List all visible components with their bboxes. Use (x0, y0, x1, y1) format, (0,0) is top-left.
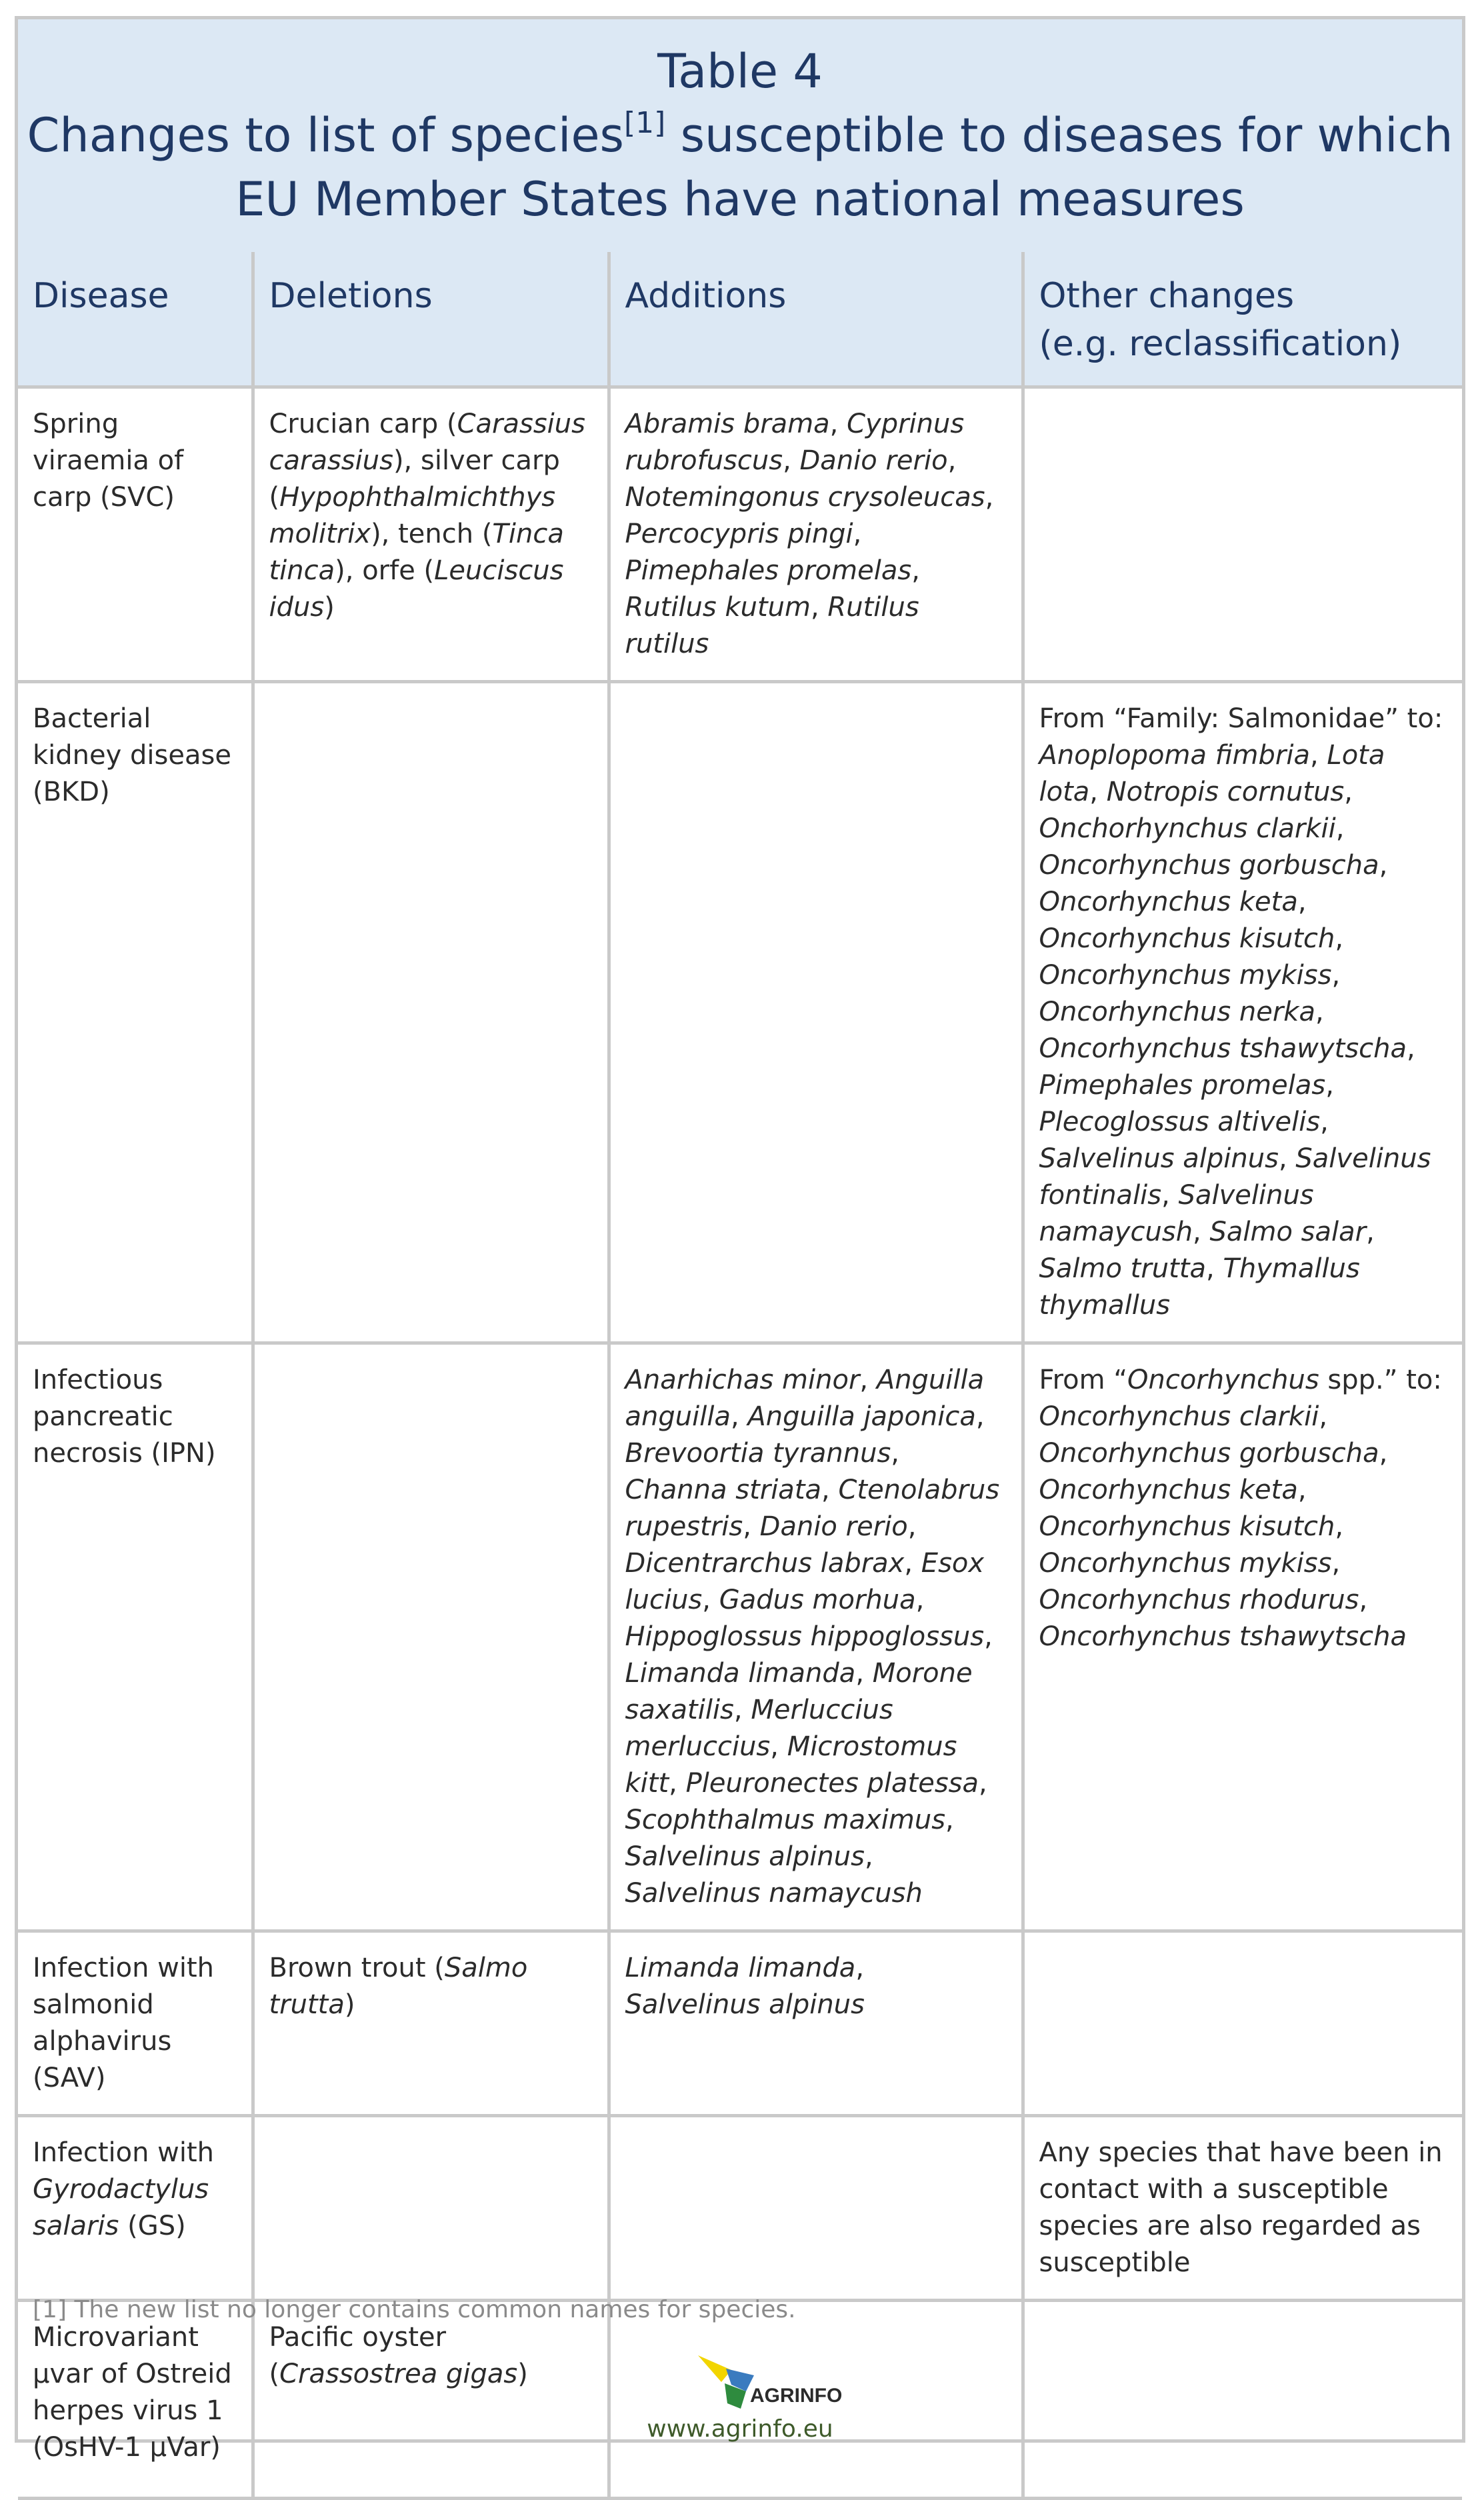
cell-additions (609, 1343, 1023, 1931)
cell-text: From “Family: Salmonidae” to: (1039, 703, 1443, 734)
agrinfo-logo-icon (685, 2350, 843, 2410)
cell-text: , (859, 1365, 877, 1395)
cell-disease: Spring viraemia of carp (SVC) (18, 387, 253, 682)
footnote-ref: [1] (624, 106, 666, 140)
species-name: Hippoglossus hippoglossus (625, 1621, 985, 1652)
cell-disease: Infection with salmonid alphavirus (SAV) (18, 1931, 253, 2116)
species-name: Gadus morhua (719, 1585, 916, 1615)
species-name: Notropis cornutus (1106, 777, 1345, 807)
species-name: Brevoortia tyrannus (625, 1438, 891, 1469)
species-name: Anguilla anguilla (625, 1365, 985, 1432)
title-line-1: Table 4 (657, 44, 823, 99)
cell-text: Crucian carp ( (269, 409, 457, 439)
cell-text: ), orfe ( (335, 555, 435, 586)
cell-other-changes (1023, 387, 1462, 682)
species-name: Oncorhynchus gorbuscha (1039, 1438, 1379, 1469)
species-name: Pimephales promelas (1039, 1070, 1326, 1101)
species-name: Channa striata (625, 1475, 822, 1505)
cell-text: , (911, 555, 920, 586)
cell-text: spp.” to: (1319, 1365, 1442, 1395)
species-name: Limanda limanda (625, 1658, 856, 1689)
cell-additions (609, 387, 1023, 682)
cell-deletions (253, 1931, 609, 2116)
species-name: Plecoglossus altivelis (1039, 1107, 1321, 1137)
cell-other-changes (1023, 2116, 1462, 2301)
cell-text: , (1359, 1585, 1368, 1615)
cell-text: , (1407, 1033, 1415, 1064)
table-row (18, 387, 1462, 682)
cell-other-changes (1023, 1931, 1462, 2116)
species-name: Scophthalmus maximus (625, 1805, 946, 1835)
cell-text: , (1366, 1217, 1375, 1247)
species-name: Salvelinus alpinus (625, 1841, 865, 1872)
cell-text: Any species that have been in contact with a susceptible species are also regarded as susceptible (1039, 2137, 1443, 2278)
cell-deletions (253, 1343, 609, 1931)
cell-text: , (1319, 1401, 1328, 1432)
species-name: Esox lucius (625, 1548, 985, 1615)
cell-text: , (855, 1953, 865, 1983)
cell-additions (609, 682, 1023, 1343)
cell-text: , (1331, 1548, 1341, 1579)
species-name: Morone saxatilis (625, 1658, 973, 1725)
cell-text: ), tench ( (371, 519, 493, 549)
table-header-row (18, 252, 1462, 387)
cell-other-changes (1023, 1343, 1462, 1931)
cell-text: , (730, 1401, 748, 1432)
cell-text: , (1309, 740, 1327, 771)
col-header-other-changes (1023, 252, 1462, 387)
cell-text: , (907, 1511, 917, 1542)
species-name: Danio rerio (799, 445, 948, 476)
species-name: Oncorhynchus keta (1039, 1475, 1298, 1505)
col-header-deletions: Deletions (253, 252, 609, 387)
cell-text: , (891, 1438, 900, 1469)
col-header-additions: Additions (609, 252, 1023, 387)
title-line-2-rest: susceptible to diseases for which (665, 108, 1453, 163)
cell-text: , (810, 592, 828, 623)
cell-additions (609, 1931, 1023, 2116)
cell-text: , (1297, 887, 1307, 917)
species-name: Thymallus thymallus (1039, 1253, 1360, 1321)
cell-text: , (1335, 923, 1344, 954)
species-name: Salmo trutta (269, 1953, 528, 2020)
cell-text: , (733, 1695, 751, 1725)
species-name: Salvelinus alpinus (625, 1989, 865, 2020)
cell-text: Pacific oyster ( (269, 2322, 447, 2389)
cell-text: , (1278, 1143, 1296, 1174)
cell-text: , (1335, 1511, 1344, 1542)
cell-text: Infection with (33, 2137, 215, 2168)
col-header-disease: Disease (18, 252, 253, 387)
species-name: Anarhichas minor (625, 1365, 860, 1395)
species-name: Salmo trutta (1039, 1253, 1207, 1284)
cell-deletions (253, 682, 609, 1343)
species-name: Dicentrarchus labrax (625, 1548, 905, 1579)
cell-text: , (1320, 1107, 1329, 1137)
cell-text: ) (324, 592, 335, 623)
species-name: Rutilus rutilus (625, 592, 919, 659)
title-line-2-text: Changes to list of species (27, 108, 624, 163)
species-name: Oncorhynchus kisutch (1039, 923, 1335, 954)
species-name: Oncorhynchus tshawytscha (1039, 1033, 1407, 1064)
species-name: Leuciscus idus (269, 555, 564, 623)
logo-text: AGRINFO (750, 2385, 843, 2407)
cell-text: , (1331, 960, 1341, 991)
title-line-2 (18, 103, 1462, 167)
species-name: Oncorhynchus kisutch (1039, 1511, 1335, 1542)
species-name: Microstomus kitt (625, 1731, 957, 1799)
cell-text: , (770, 1731, 787, 1762)
cell-text: , (1379, 850, 1388, 881)
cell-text: , (1379, 1438, 1388, 1469)
cell-text: , (985, 482, 994, 513)
cell-text: , (829, 409, 847, 439)
cell-text: (GS) (119, 2211, 186, 2241)
species-name: Tinca tinca (269, 519, 564, 586)
cell-text: , (904, 1548, 921, 1579)
species-name: Oncorhynchus keta (1039, 887, 1298, 917)
table-title (18, 19, 1462, 255)
species-name: Oncorhynchus rhodurus (1039, 1585, 1359, 1615)
species-name: Oncorhynchus (1127, 1365, 1319, 1395)
species-name: Carassius carassius (269, 409, 585, 476)
cell-text: , (975, 1401, 985, 1432)
cell-text: , (821, 1475, 839, 1505)
species-name: Salvelinus alpinus (1039, 1143, 1279, 1174)
cell-text: , (783, 445, 800, 476)
cell-text: , (1193, 1217, 1210, 1247)
species-name: Pimephales promelas (625, 555, 912, 586)
cell-text: , (1335, 813, 1345, 844)
table-row (18, 1931, 1462, 2116)
cell-text: , (1325, 1070, 1334, 1101)
table-row (18, 2116, 1462, 2301)
species-name: Onchorhynchus clarkii (1039, 813, 1336, 844)
cell-text: , (855, 1658, 873, 1689)
cell-text: , (1206, 1253, 1223, 1284)
cell-text: , (853, 519, 862, 549)
species-name: Cyprinus rubrofuscus (625, 409, 965, 476)
species-name: Salmo salar (1209, 1217, 1367, 1247)
species-name: Abramis brama (625, 409, 830, 439)
cell-deletions (253, 387, 609, 682)
cell-text: , (1297, 1475, 1307, 1505)
species-name: Danio rerio (759, 1511, 908, 1542)
species-name: Lota lota (1039, 740, 1385, 807)
cell-disease: Infectious pancreatic necrosis (IPN) (18, 1343, 253, 1931)
species-name: Gyrodactylus salaris (33, 2174, 209, 2241)
species-name: Pleuronectes platessa (685, 1768, 979, 1799)
species-name: Rutilus kutum (625, 592, 811, 623)
cell-text: , (864, 1841, 873, 1872)
cell-deletions (253, 2301, 609, 2499)
species-name: Oncorhynchus tshawytscha (1039, 1621, 1407, 1652)
cell-additions (609, 2116, 1023, 2301)
cell-text: , (1344, 777, 1353, 807)
cell-text: From “ (1039, 1365, 1128, 1395)
species-name: Notemingonus crysoleucas (625, 482, 985, 513)
species-name: Oncorhynchus nerka (1039, 997, 1315, 1027)
cell-text: , (984, 1621, 993, 1652)
species-name: Anguilla japonica (747, 1401, 976, 1432)
species-name: Oncorhynchus gorbuscha (1039, 850, 1379, 881)
cell-text: , (1315, 997, 1324, 1027)
species-name: Oncorhynchus mykiss (1039, 1548, 1332, 1579)
cell-disease (18, 2116, 253, 2301)
col-header-other-line-2: (e.g. reclassification) (1039, 324, 1402, 364)
website-link[interactable]: www.agrinfo.eu (647, 2415, 833, 2443)
cell-other-changes (1023, 2301, 1462, 2499)
cell-text: ) (517, 2359, 528, 2389)
cell-deletions (253, 2116, 609, 2301)
species-name: Crassostrea gigas (279, 2359, 518, 2389)
cell-text: Brown trout ( (269, 1953, 445, 1983)
cell-text: , (1089, 777, 1107, 807)
cell-text: ) (344, 1989, 355, 2020)
cell-text: , (743, 1511, 760, 1542)
species-name: Oncorhynchus mykiss (1039, 960, 1332, 991)
cell-disease: Bacterial kidney disease (BKD) (18, 682, 253, 1343)
species-name: Anoplopoma fimbria (1039, 740, 1310, 771)
species-name: Salvelinus namaycush (1039, 1180, 1314, 1247)
species-name: Merluccius merluccius (625, 1695, 893, 1762)
species-name: Salvelinus namaycush (625, 1878, 923, 1909)
species-name: Limanda limanda (625, 1953, 856, 1983)
cell-text: , (947, 445, 957, 476)
table-row (18, 682, 1462, 1343)
cell-other-changes (1023, 682, 1462, 1343)
table-frame (15, 16, 1465, 2463)
cell-text: , (1161, 1180, 1179, 1211)
col-header-other-line-1: Other changes (1039, 276, 1295, 316)
species-name: Hypophthalmichthys molitrix (269, 482, 556, 549)
cell-text: , (915, 1585, 925, 1615)
cell-text: , (669, 1768, 686, 1799)
footnote: [1] The new list no longer contains common names for species. (33, 2296, 796, 2323)
species-name: Percocypris pingi (625, 519, 853, 549)
cell-text: , (945, 1805, 954, 1835)
cell-text: ), silver carp ( (269, 445, 560, 513)
species-name: Oncorhynchus clarkii (1039, 1401, 1319, 1432)
cell-text: , (702, 1585, 719, 1615)
cell-text: , (979, 1768, 987, 1799)
species-name: Ctenolabrus rupestris (625, 1475, 1000, 1542)
species-name: Salvelinus fontinalis (1039, 1143, 1431, 1211)
table-row (18, 1343, 1462, 1931)
title-line-3: EU Member States have national measures (235, 172, 1245, 227)
cell-disease: Microvariant µvar of Ostreid herpes virus 1 (OsHV-1 µVar) (18, 2301, 253, 2499)
species-table (18, 252, 1462, 2500)
